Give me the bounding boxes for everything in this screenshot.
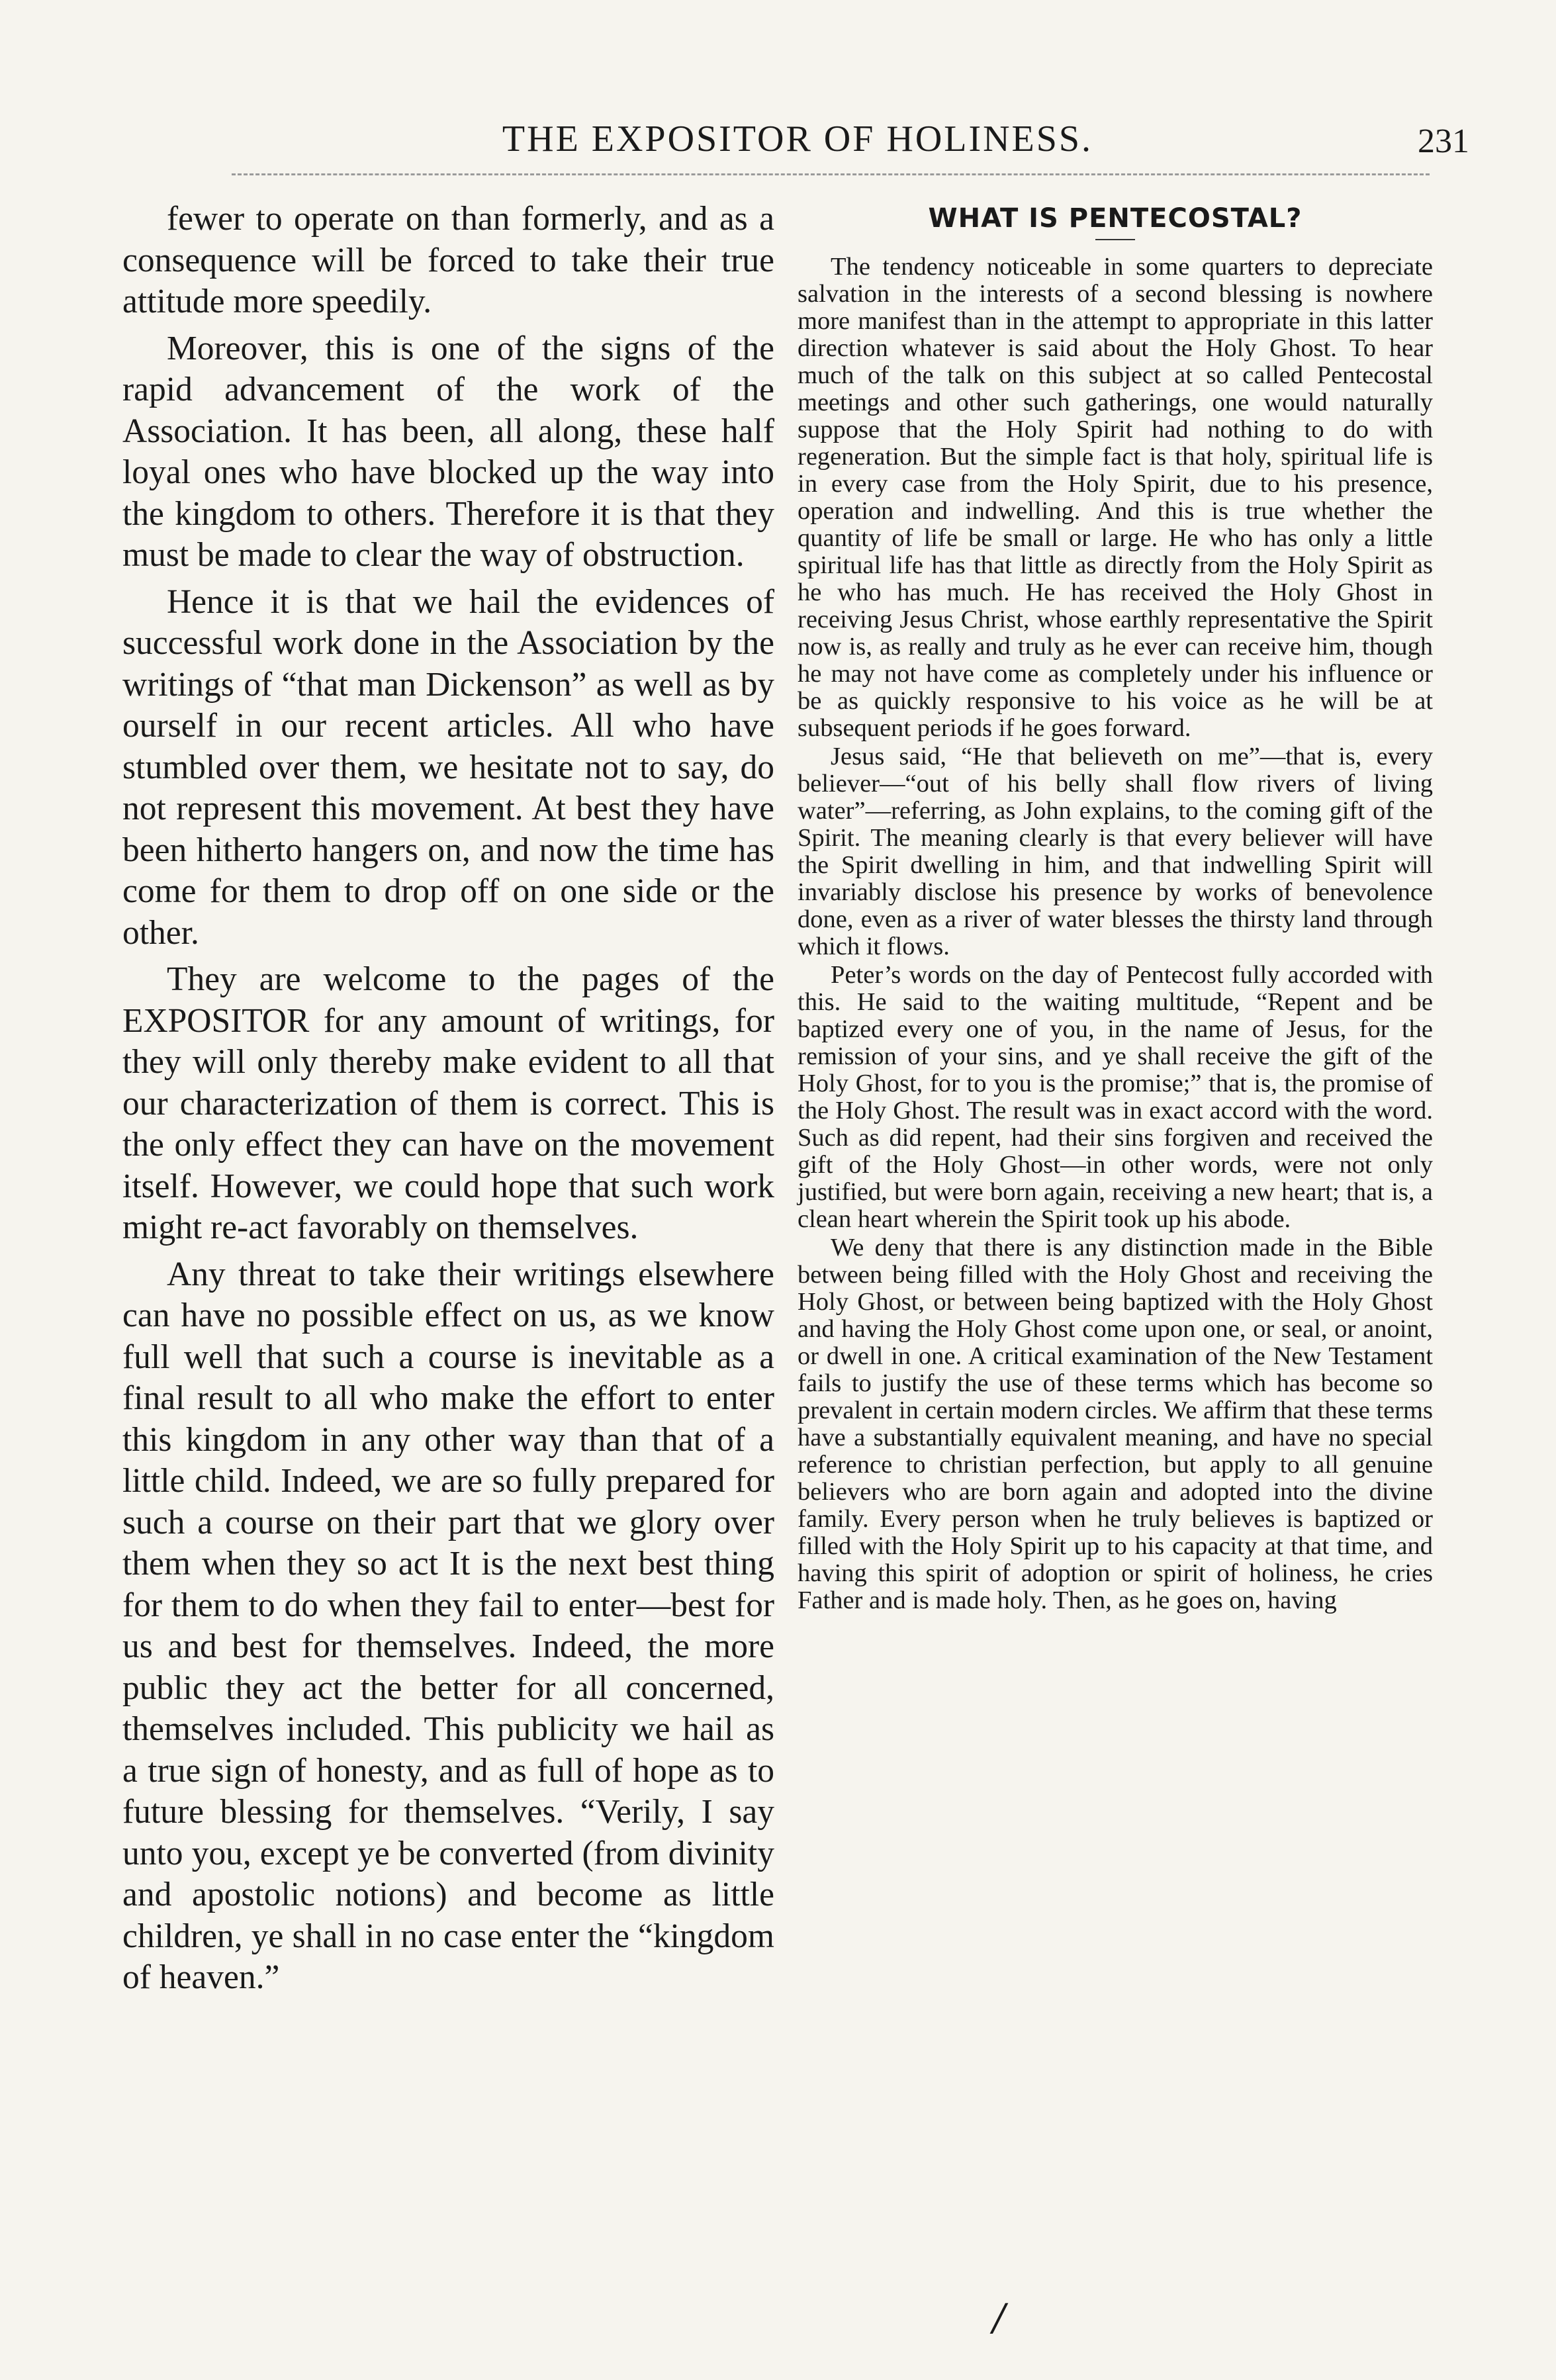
left-paragraph-1: fewer to operate on than formerly, and as a consequence will be forced to take their true attitude more speedily. (122, 200, 774, 320)
left-paragraph-5: Any threat to take their writings elsewhere can have no possible effect on us, as we know full well that such a course is inevitable as a final result to all who make the effort to enter this kingdom in any other way than that of a little child. Indeed, we are so fully prepared for such a course on their part that we glory over them when they so act It is the next best thing for them to do when they fail to enter—best for us and best for themselves. Indeed, the more public they act the better for all concerned, themselves included. This publicity we hail as a true sign of honesty, and as full of hope as to future blessing for themselves. “Verily, I say unto you, except ye be converted (from divinity and apostolic notions) and become as little children, ye shall in no case enter the “kingdom of heaven.” (122, 1255, 774, 1996)
left-paragraph-4: They are welcome to the pages of the EXPOSITOR for any amount of writings, for they will only thereby make evident to all that our characterization of them is correct. This is the only effect they can have on the movement itself. However, we could hope that such work might re-act favorably on themselves. (122, 960, 774, 1246)
page-number: 231 (1418, 122, 1469, 160)
right-paragraph-4: We deny that there is any distinction made in the Bible between being filled with the Holy Ghost and receiving the Holy Ghost, or between being baptized with the Holy Ghost and having the Holy Ghost come upon one, or seal, or anoint, or dwell in one. A critical examination of the New Testament fails to justify the use of these terms which has become so prevalent in certain modern circles. We affirm that these terms have a substantially equivalent meaning, and have no special reference to christian perfection, but apply to all genuine believers who are born again and adopted into the divine family. Every person when he truly believes is baptized or filled with the Holy Spirit up to his capacity at that time, and having this spirit of adoption or spirit of holiness, he cries Father and is made holy. Then, as he goes on, having (798, 1234, 1433, 1614)
title-rule (1095, 239, 1135, 240)
left-column (122, 199, 774, 1999)
right-paragraph-1: The tendency noticeable in some quarters to depreciate salvation in the interests of a second blessing is nowhere more manifest than in the attempt to appropriate in this latter direction whatever is said about the Holy Ghost. To hear much of the talk on this subject at so called Pentecostal meetings and other such gatherings, one would naturally suppose that the Holy Spirit had nothing to do with regeneration. But the simple fact is that holy, spiritual life is in every case from the Holy Spirit, due to his presence, operation and indwelling. And this is true whether the quantity of life be small or large. He who has only a little spiritual life has that little as directly from the Holy Spirit as he who has much. He has received the Holy Ghost in receiving Jesus Christ, whose earthly representative the Spirit now is, as really and truly as he ever can receive him, though he may not have come as completely under his influence or be as quickly responsive to his voice as he will be at subsequent periods if he goes forward. (798, 253, 1433, 742)
left-paragraph-3: Hence it is that we hail the evidences of successful work done in the Association by the writings of “that man Dickenson” as well as by ourself in our recent articles. All who have stumbled over them, we hesitate not to say, do not represent this movement. At best they have been hitherto hangers on, and now the time has come for them to drop off on one side or the other. (122, 582, 774, 952)
page-header (119, 118, 1476, 171)
right-column (798, 205, 1433, 1614)
right-paragraph-2: Jesus said, “He that believeth on me”—that is, every believer—“out of his belly shall flow rivers of living water”—referring, as John explains, to the coming gift of the Spirit. The meaning clearly is that every believer will have the Spirit dwelling in him, and that indwelling Spirit will invariably disclose his presence by works of benevolence done, even as a river of water blesses the thirsty land through which it flows. (798, 743, 1433, 960)
left-paragraph-2: Moreover, this is one of the signs of the rapid advancement of the work of the Association. It has been, all along, these half loyal ones who have blocked up the way into the kingdom to others. Therefore it is that they must be made to clear the way of obstruction. (122, 329, 774, 574)
right-paragraph-3: Peter’s words on the day of Pentecost fully accorded with this. He said to the waiting multitude, “Repent and be baptized every one of you, in the name of Jesus, for the remission of your sins, and ye shall receive the gift of the Holy Ghost, for to you is the promise;” that is, the promise of the Holy Ghost. The result was in exact accord with the word. Such as did repent, had their sins forgiven and received the gift of the Holy Ghost—in other words, were not only justified, but were born again, receiving a new heart; that is, a clean heart wherein the Spirit took up his abode. (798, 961, 1433, 1233)
running-title: THE EXPOSITOR OF HOLINESS. (502, 118, 1093, 160)
article-title: WHAT IS PENTECOSTAL? (928, 203, 1303, 234)
header-rule (232, 173, 1430, 175)
footer-mark: / (993, 2297, 1005, 2340)
